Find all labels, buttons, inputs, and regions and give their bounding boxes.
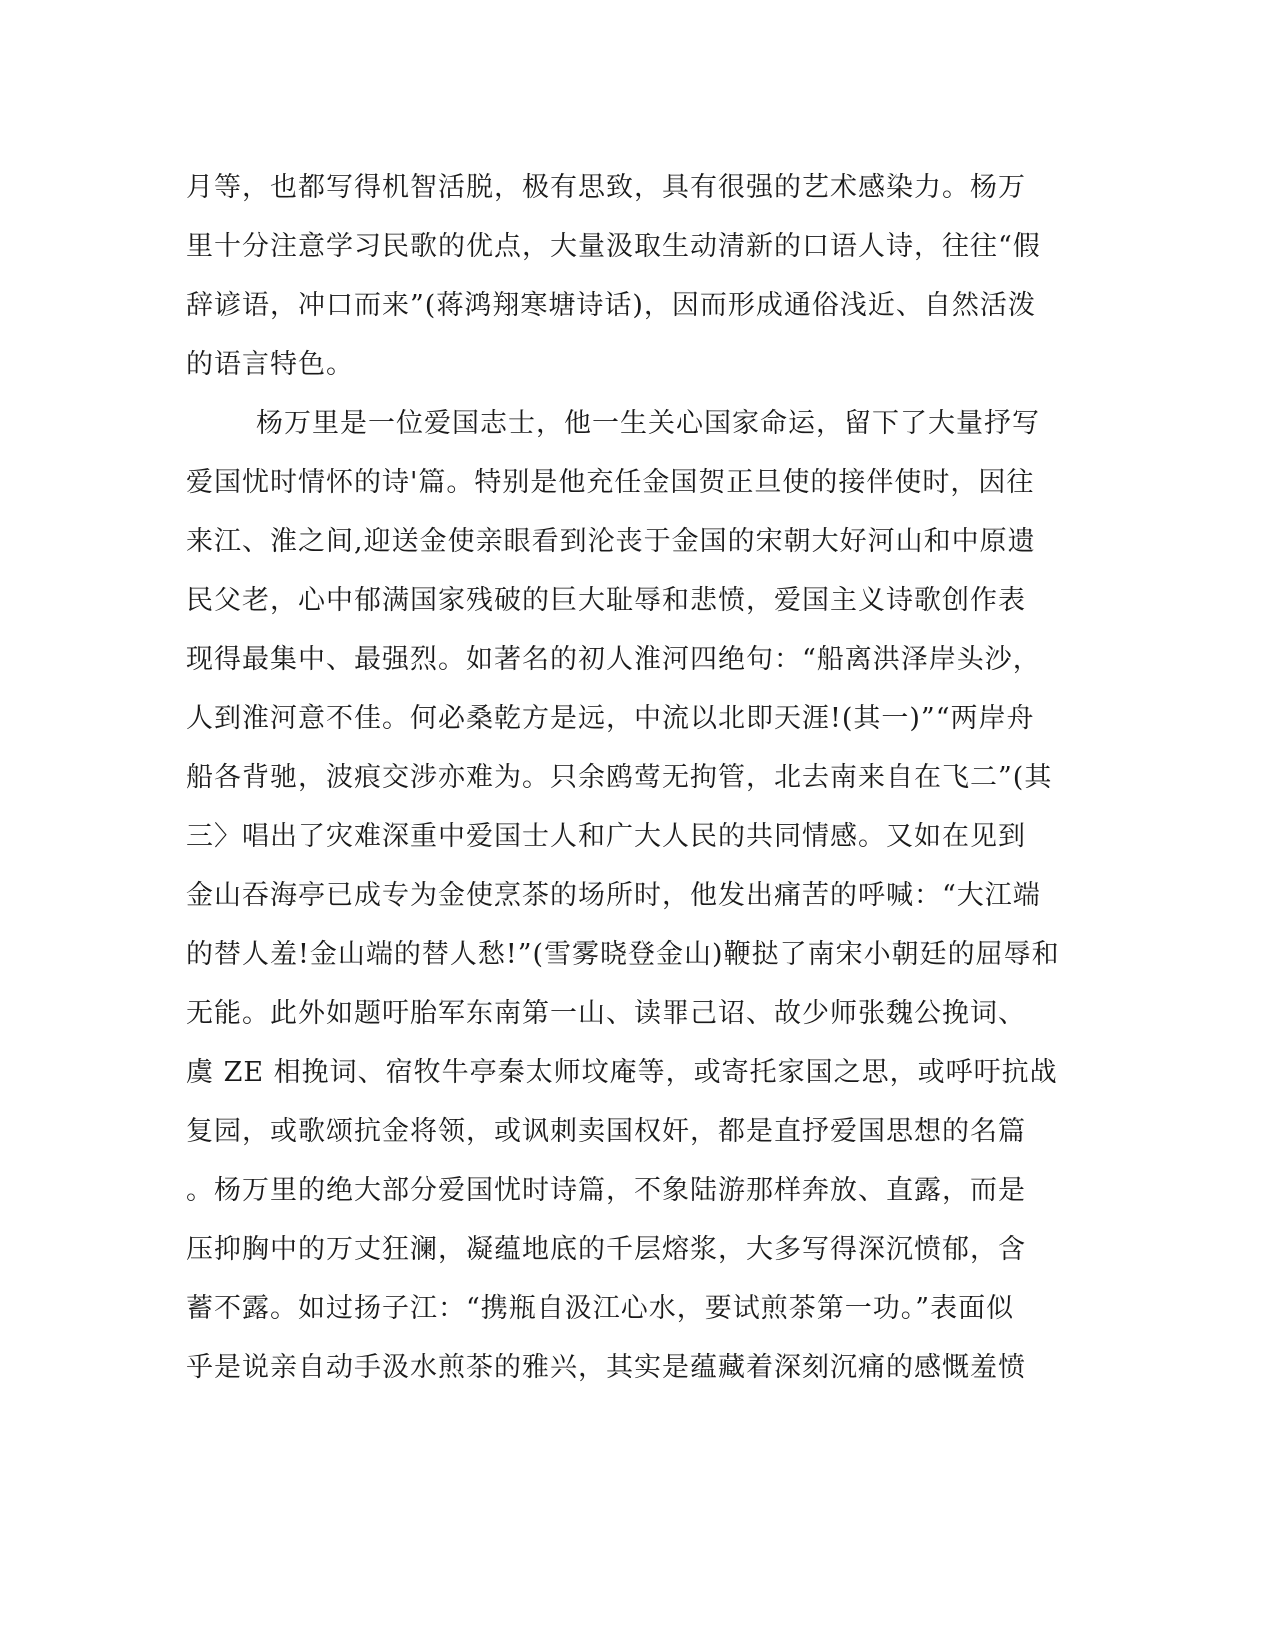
text-line: 现得最集中、最强烈。如著名的初人淮河四绝句：“船离洪泽岸头沙，: [186, 644, 1041, 675]
text-line: 的替人羞!金山端的替人愁!”(雪雾晓登金山)鞭挞了南宋小朝廷的屈辱和: [186, 939, 1060, 970]
text-line: 辞谚语，冲口而来”(蒋鸿翔寒塘诗话)，因而形成通俗浅近、自然活泼: [186, 290, 1036, 321]
text-line: 。杨万里的绝大部分爱国忧时诗篇，不象陆游那样奔放、直露，而是: [186, 1175, 1026, 1206]
text-line: 民父老，心中郁满国家残破的巨大耻辱和悲愤，爱国主义诗歌创作表: [186, 585, 1026, 616]
paragraph-first-line: 杨万里是一位爱国志士，他一生关心国家命运，留下了大量抒写: [256, 408, 1040, 439]
text-line: 来江、淮之间,迎送金使亲眼看到沦丧于金国的宋朝大好河山和中原遗: [186, 526, 1036, 557]
text-line: 月等，也都写得机智活脱，极有思致，具有很强的艺术感染力。杨万: [186, 172, 1026, 203]
text-line: 人到淮河意不佳。何必桑乾方是远，中流以北即天涯!(其一)”“两岸舟: [186, 703, 1035, 734]
body-text: [186, 158, 1066, 1397]
text-line: 的语言特色。: [186, 349, 354, 380]
text-line: 蓄不露。如过扬子江：“携瓶自汲江心水，要试煎茶第一功。”表面似: [186, 1293, 1015, 1324]
text-line: 船各背驰，波痕交涉亦难为。只余鸥莺无拘管，北去南来自在飞二”(其: [186, 762, 1053, 793]
text-line: 无能。此外如题吁胎军东南第一山、读罪己诏、故少师张魏公挽词、: [186, 998, 1026, 1029]
text-line: 虞 ZE 相挽词、宿牧牛亭秦太师坟庵等，或寄托家国之思，或呼吁抗战: [186, 1057, 1058, 1088]
text-line: 复园，或歌颂抗金将领，或讽刺卖国权奸，都是直抒爱国思想的名篇: [186, 1116, 1026, 1147]
text-line: 金山吞海亭已成专为金使烹茶的场所时，他发出痛苦的呼喊：“大江端: [186, 880, 1041, 911]
text-line: 爱国忧时情怀的诗'篇。特别是他充任金国贺正旦使的接伴使时，因往: [186, 467, 1035, 498]
text-line: 乎是说亲自动手汲水煎茶的雅兴，其实是蕴藏着深刻沉痛的感慨羞愤: [186, 1352, 1026, 1383]
text-line: 三〉唱出了灾难深重中爱国士人和广大人民的共同情感。又如在见到: [186, 821, 1026, 852]
text-line: 里十分注意学习民歌的优点，大量汲取生动清新的口语人诗，往往“假: [186, 231, 1041, 262]
text-line: 压抑胸中的万丈狂澜，凝蕴地底的千层熔浆，大多写得深沉愤郁，含: [186, 1234, 1026, 1265]
